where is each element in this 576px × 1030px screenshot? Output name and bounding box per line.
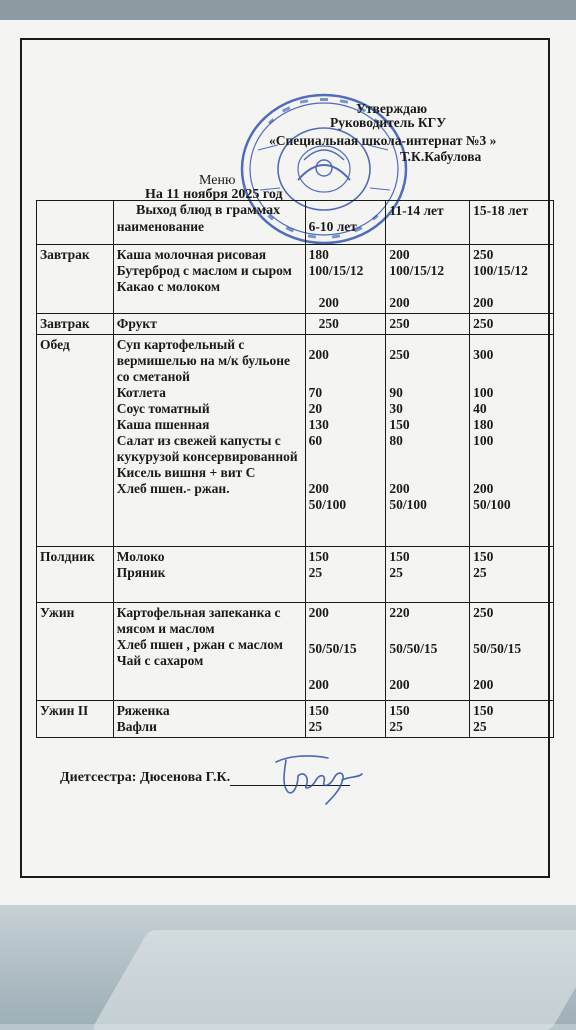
table-row xyxy=(37,335,554,547)
portion-value: 50/50/15 xyxy=(389,641,438,656)
portion-cell xyxy=(470,335,554,547)
document-date: На 11 ноября 2025 год xyxy=(145,187,283,202)
portion-value: 200 xyxy=(389,247,410,262)
table-header-row xyxy=(37,201,554,245)
portion-cell xyxy=(305,547,386,603)
header-dish: наименование xyxy=(113,201,305,245)
portion-value: 150 xyxy=(389,703,410,718)
dish-list xyxy=(113,335,305,547)
portion-cell xyxy=(470,547,554,603)
approval-position: Руководитель КГУ xyxy=(330,115,447,130)
meal-name: Ужин II xyxy=(37,701,114,738)
table-row xyxy=(37,701,554,738)
portion-cell xyxy=(386,335,470,547)
portion-cell xyxy=(470,245,554,314)
portion-value: 200 xyxy=(389,481,410,496)
portion-cell xyxy=(305,314,386,335)
portion-value: 200 xyxy=(473,677,494,692)
meal-name: Завтрак xyxy=(37,314,114,335)
approval-name: Т.К.Кабулова xyxy=(400,149,482,164)
portion-value: 200 xyxy=(318,295,339,310)
portion-value: 200 xyxy=(389,295,410,310)
dish-item: Какао с молоком xyxy=(116,279,221,294)
portion-value: 25 xyxy=(389,719,403,734)
portion-value: 250 xyxy=(473,247,494,262)
header-meal xyxy=(37,201,114,245)
portion-value: 200 xyxy=(308,481,329,496)
portion-value: 250 xyxy=(473,605,494,620)
background-bottom xyxy=(0,900,576,1024)
meal-name: Обед xyxy=(37,335,114,547)
portion-cell xyxy=(386,603,470,701)
portion-value: 250 xyxy=(318,316,339,331)
portion-value: 200 xyxy=(308,677,329,692)
approval-organization: «Специальная школа-интернат №3 » xyxy=(269,133,497,148)
portion-value: 250 xyxy=(389,316,410,331)
portion-value: 150 xyxy=(308,549,329,564)
dish-item: Картофельная запеканка с мясом и маслом xyxy=(116,605,281,636)
portion-cell xyxy=(386,701,470,738)
dish-list xyxy=(113,547,305,603)
portion-value: 150 xyxy=(389,549,410,564)
dish-item: Котлета xyxy=(116,385,166,400)
dish-list xyxy=(113,701,305,738)
dish-item: Соус томатный xyxy=(116,401,210,416)
portion-value: 200 xyxy=(389,677,410,692)
portion-value: 150 xyxy=(308,703,329,718)
portion-value: 25 xyxy=(389,565,403,580)
portion-cell xyxy=(470,701,554,738)
portion-value: 40 xyxy=(473,401,487,416)
portion-cell xyxy=(386,547,470,603)
portion-value: 90 xyxy=(389,385,403,400)
approval-label: Утверждаю xyxy=(356,101,428,116)
menu-table xyxy=(36,200,554,738)
portion-value: 50/100 xyxy=(473,497,511,512)
portion-value: 50/100 xyxy=(308,497,347,512)
document-subtitle: Выход блюд в граммах xyxy=(136,203,281,218)
dish-item: Суп картофельный с вермишелью на м/к бульоне со сметаной xyxy=(116,337,290,384)
portion-value: 70 xyxy=(308,385,323,400)
dish-item: Бутерброд с маслом и сыром xyxy=(116,263,292,278)
portion-value: 250 xyxy=(389,347,410,362)
portion-cell xyxy=(470,603,554,701)
dish-item: Молоко xyxy=(116,549,165,564)
dish-list xyxy=(113,603,305,701)
portion-value: 25 xyxy=(308,719,323,734)
portion-value: 100 xyxy=(473,433,494,448)
portion-value: 50/50/15 xyxy=(308,641,357,656)
portion-value: 200 xyxy=(473,295,494,310)
portion-value: 180 xyxy=(473,417,494,432)
portion-cell xyxy=(386,245,470,314)
portion-value: 300 xyxy=(473,347,494,362)
portion-value: 220 xyxy=(389,605,410,620)
dish-item: Каша пшенная xyxy=(116,417,210,432)
background-top xyxy=(0,0,576,22)
portion-value: 200 xyxy=(308,347,329,362)
portion-value: 250 xyxy=(473,316,494,331)
meal-name: Ужин xyxy=(37,603,114,701)
portion-cell xyxy=(305,245,386,314)
dish-item: Чай с сахаром xyxy=(116,653,204,668)
portion-value: 130 xyxy=(308,417,329,432)
portion-cell xyxy=(305,335,386,547)
header-age-6-10: 6-10 лет xyxy=(305,201,386,245)
table-row xyxy=(37,314,554,335)
portion-value: 180 xyxy=(308,247,329,262)
portion-value: 20 xyxy=(308,401,323,416)
dish-item: Фрукт xyxy=(116,316,157,331)
portion-cell xyxy=(470,314,554,335)
meal-name: Завтрак xyxy=(37,245,114,314)
portion-value: 60 xyxy=(308,433,323,448)
portion-value: 100/15/12 xyxy=(473,263,528,278)
dish-item: Каша молочная рисовая xyxy=(116,247,267,262)
meal-name: Полдник xyxy=(37,547,114,603)
portion-value: 150 xyxy=(389,417,410,432)
portion-value: 25 xyxy=(308,565,323,580)
handwritten-signature-icon xyxy=(268,748,368,808)
dish-item: Ряженка xyxy=(116,703,170,718)
dish-item: Хлеб пшен.- ржан. xyxy=(116,481,230,496)
portion-value: 150 xyxy=(473,549,494,564)
header-age-11-14: 11-14 лет xyxy=(386,201,470,245)
dietitian-name: Диетсестра: Дюсенова Г.К. xyxy=(60,770,231,785)
menu-document xyxy=(0,20,576,905)
portion-value: 80 xyxy=(389,433,403,448)
portion-value: 150 xyxy=(473,703,494,718)
portion-value: 200 xyxy=(308,605,329,620)
dish-item: Кисель вишня + вит С xyxy=(116,465,256,480)
portion-value: 200 xyxy=(473,481,494,496)
dish-list xyxy=(113,245,305,314)
table-row xyxy=(37,603,554,701)
table-row xyxy=(37,245,554,314)
document-title: Меню xyxy=(199,173,236,188)
portion-cell xyxy=(305,603,386,701)
portion-value: 50/50/15 xyxy=(473,641,522,656)
portion-value: 100 xyxy=(473,385,494,400)
dish-item: Салат из свежей капусты с кукурузой консервированной xyxy=(116,433,298,464)
table-row xyxy=(37,547,554,603)
portion-value: 25 xyxy=(473,565,487,580)
dish-item: Пряник xyxy=(116,565,166,580)
portion-cell xyxy=(386,314,470,335)
portion-cell xyxy=(305,701,386,738)
dish-item: Хлеб пшен , ржан с маслом xyxy=(116,637,283,652)
portion-value: 25 xyxy=(473,719,487,734)
portion-value: 50/100 xyxy=(389,497,427,512)
dish-item: Вафли xyxy=(116,719,157,734)
dish-list xyxy=(113,314,305,335)
header-age-15-18: 15-18 лет xyxy=(470,201,554,245)
portion-value: 100/15/12 xyxy=(308,263,364,278)
portion-value: 30 xyxy=(389,401,403,416)
portion-value: 100/15/12 xyxy=(389,263,445,278)
